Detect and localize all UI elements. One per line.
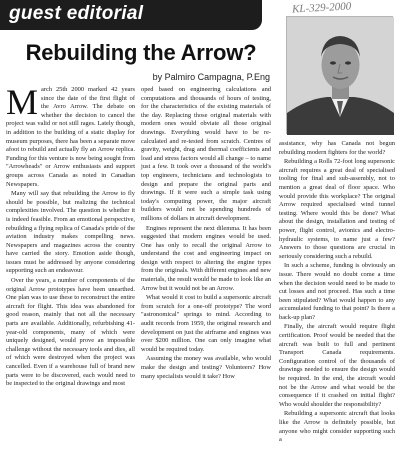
handwritten-note: KL-329-2000 [291, 0, 352, 16]
paragraph [6, 82, 135, 189]
article-column-3 [279, 140, 395, 455]
article-column-2 [141, 86, 271, 401]
author-portrait-icon [287, 17, 394, 135]
paragraph: Over the years, a number of components of the original Arrow prototypes have been unearthed. One plan was to use these to reconstruct the entire aircraft for flight. This idea was abandoned for good reason, mainly that not all the necessary parts are available. Additionally, refurbishing 41-year-old components, many of which were uniquely designed, would prove an impossible challenge without the necessary tools and dies, all of which were destroyed when the project was cancelled. Even if a warehouse full of brand new parts were to be discovered, each would need to be inspected to the original drawings and most [6, 277, 135, 388]
paragraph: Rebuilding a supersonic aircraft that looks like the Arrow is definitely possible, but anyone who might consider supporting such a [279, 410, 395, 444]
paragraph: oped based on engineering calculations and computations and thousands of hours of testing, for the characteristics of the existing materials of the day. Replacing those original materials with modern ones would obviate all those original drawings. Everything would have to be re-calculated and re-tested from scratch. Centres of gravity, weight, drag and thermal coefficients and load and stress factors would all change – to name just a few. It took over a thousand of the world's top engineers, technicians and technologists to design and prepare the original parts and drawings. If it were such a simple task using today's computing power, the major aircraft builders would not be spending hundreds of millions of dollars in aircraft development. [141, 86, 271, 222]
section-banner [0, 0, 262, 30]
drop-cap: M [6, 82, 39, 122]
paragraph: Assuming the money was available, who would make the design and testing? Volunteers? How many specialists would it take? How [141, 355, 271, 380]
article-column-1 [6, 82, 135, 401]
paragraph: Many will say that rebuilding the Arrow to fly should be possible, but realizing the technical complexities involved. The question is whether it is indeed feasible. From an emotional perspective, rebuilding a flying replica of Canada's pride of the aviation industry makes compelling news. Newspapers and magazines across the country have carried the story. Emotion aside though, issues must be addressed by anyone considering supporting such an endeavour. [6, 190, 135, 275]
paragraph: What would it cost to build a supersonic aircraft from scratch for a one-off prototype? The word "astronomical" springs to mind. According to audit records from 1959, the original research and development on just the airframe and engines was over $200 million. One can only imagine what would be required today. [141, 294, 271, 353]
article-byline: by Palmiro Campagna, P.Eng [152, 72, 270, 82]
paragraph: In such a scheme, funding is obviously an issue. There would no doubt come a time when the decision would need to be made to cut losses and not proceed. Has such a time been stipulated? What would happen to any accumulated funding to that point? Is there a back-up plan? [279, 262, 395, 321]
article-title: Rebuilding the Arrow? [25, 40, 257, 65]
section-label: guest editorial [9, 3, 144, 24]
paragraph: Rebuilding a Rolls 72-foot long supersonic aircraft requires a great deal of specialised tooling for final and sub-assembly, not to mention a great deal of floor space. Who would provide this workplace? The original Arrow required specialised wind tunnel testing. Where would this be done? What about the design, installation and testing of power, flight control, avionics and electro-hydraulic systems, to name just a few? Answers to those questions are crucial in seriously considering such a rebuild. [279, 158, 395, 260]
paragraph: Finally, the aircraft would require flight certification. Proof would be needed that the aircraft was built to full and pertinent Transport Canada requirements. Configuration control of the thousands of drawings needed to ensure the design would be required. In the end, the aircraft would not be the Arrow and what would be the consequence if it crashed on initial flight? Who would shoulder the responsibility? [279, 323, 395, 408]
paragraph: assistance, why has Canada not begun rebuilding modern fighters for the world? [279, 140, 395, 156]
paragraph: Engines represent the next dilemma. It has been suggested that modern engines would be used. One has only to recall the original Arrow to understand the cost and engineering impact on design with respect to altering the engine types from the originals. With different engines and new materials, the result would be made to look like an Arrow but it would not be an Arrow. [141, 224, 271, 292]
author-photo [286, 16, 393, 134]
paragraph-text: arch 25th 2000 marked 42 years since the date of the first flight of the Avro Arrow. The debate on whether the decision to cancel the project was valid or not still rages. Lately though, in addition to the building of a static display for museum purposes, there has been a separate move afoot to rebuild and actually fly an Arrow replica. Funding for this venture is now being sought from "Arrowheads" or Arrow enthusiasts and support groups across Canada as noted in Canadian Newspapers. [6, 86, 135, 188]
